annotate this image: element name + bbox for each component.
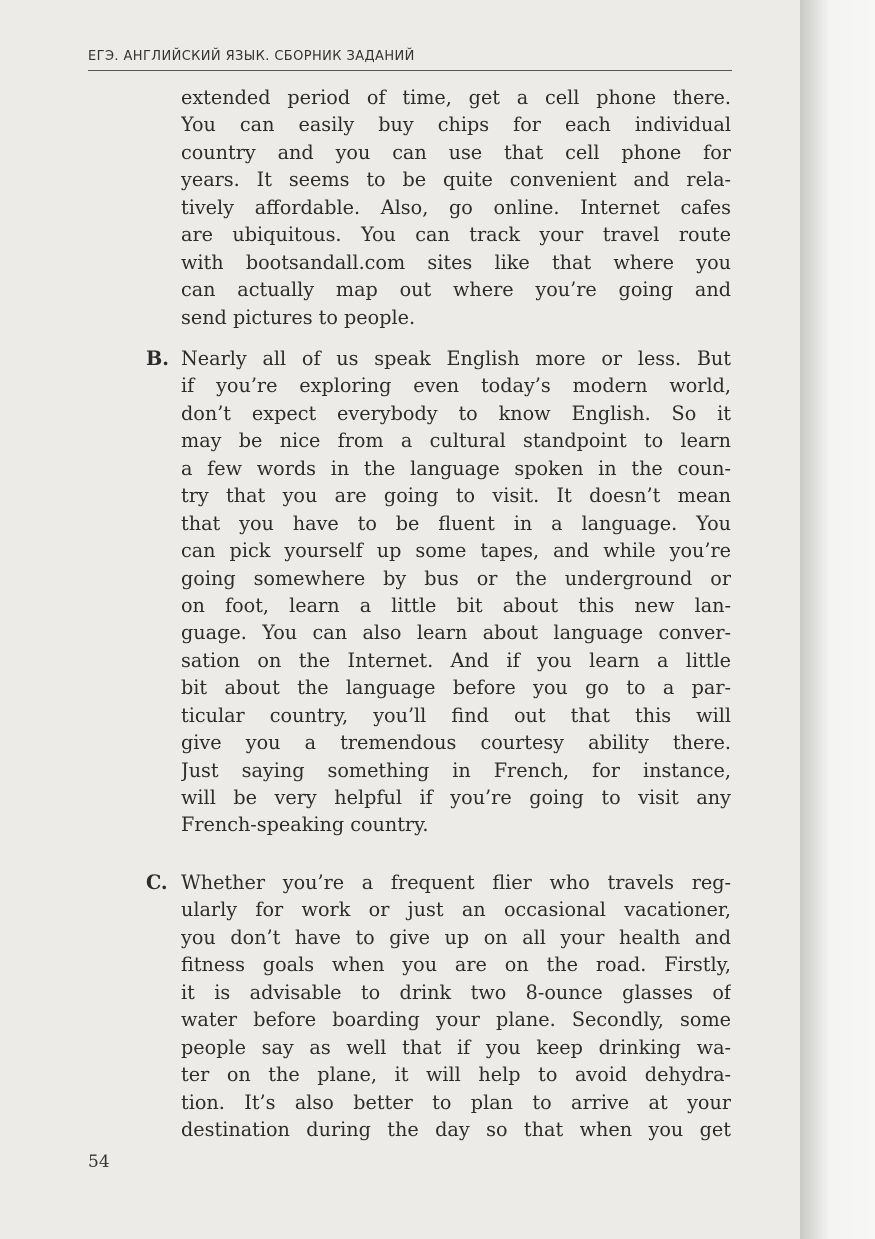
text-line: try that you are going to visit. It doesn’t mean: [181, 484, 731, 508]
text-line: if you’re exploring even today’s modern world,: [181, 374, 731, 398]
text-line: send pictures to people.: [181, 305, 416, 329]
text-line: years. It seems to be quite convenient and rela-: [181, 168, 731, 192]
text-line: that you have to be fluent in a language. You: [181, 511, 731, 535]
text-line: with bootsandall.com sites like that where you: [181, 250, 731, 274]
text-line: are ubiquitous. You can track your travel route: [181, 223, 731, 247]
running-head: ЕГЭ. АНГЛИЙСКИЙ ЯЗЫК. СБОРНИК ЗАДАНИЙ: [88, 49, 415, 64]
text-line: guage. You can also learn about language conver-: [181, 621, 731, 645]
page-number: 54: [88, 1152, 110, 1172]
text-line: don’t expect everybody to know English. So it: [181, 401, 731, 425]
text-line: ularly for work or just an occasional vacationer,: [181, 898, 731, 922]
item-label-c: C.: [146, 871, 168, 894]
text-line: ticular country, you’ll find out that this will: [181, 703, 731, 727]
text-line: You can easily buy chips for each individual: [181, 113, 731, 137]
text-line: going somewhere by bus or the underground or: [181, 566, 731, 590]
text-line: extended period of time, get a cell phone there.: [181, 86, 731, 109]
text-line: people say as well that if you keep drinking wa-: [181, 1035, 731, 1059]
text-line: Nearly all of us speak English more or less. But: [181, 347, 731, 370]
text-line: country and you can use that cell phone for: [181, 140, 731, 164]
text-line: fitness goals when you are on the road. Firstly,: [181, 953, 731, 977]
page-edge: [800, 0, 875, 1239]
item-label-b: B.: [146, 347, 169, 370]
text-line: sation on the Internet. And if you learn a little: [181, 648, 731, 672]
text-line: destination during the day so that when you get: [181, 1117, 731, 1141]
text-line: on foot, learn a little bit about this new lan-: [181, 593, 731, 617]
text-line: tion. It’s also better to plan to arrive at your: [181, 1090, 731, 1114]
text-line: bit about the language before you go to a par-: [181, 676, 731, 700]
text-line: you don’t have to give up on all your health and: [181, 925, 731, 949]
text-line: can pick yourself up some tapes, and while you’re: [181, 539, 731, 563]
text-line: will be very helpful if you’re going to visit any: [181, 786, 731, 809]
text-line: may be nice from a cultural standpoint to learn: [181, 429, 731, 453]
text-line: Just saying something in French, for instance,: [181, 758, 731, 782]
paragraph-a-continuation: [181, 84, 731, 331]
paragraph-c: [181, 869, 731, 1143]
text-line: Whether you’re a frequent flier who travels reg-: [181, 871, 731, 894]
text-line: tively affordable. Also, go online. Internet cafes: [181, 195, 731, 219]
text-line: it is advisable to drink two 8-ounce glasses of: [181, 980, 731, 1004]
paragraph-b: [181, 345, 731, 839]
text-line: ter on the plane, it will help to avoid dehydra-: [181, 1063, 731, 1087]
text-line: water before boarding your plane. Secondly, some: [181, 1008, 731, 1032]
header-rule: [88, 70, 732, 71]
text-line: can actually map out where you’re going and: [181, 278, 731, 302]
text-line: give you a tremendous courtesy ability there.: [181, 731, 731, 755]
text-line: French-speaking country.: [181, 813, 429, 837]
text-line: a few words in the language spoken in the coun-: [181, 456, 731, 480]
